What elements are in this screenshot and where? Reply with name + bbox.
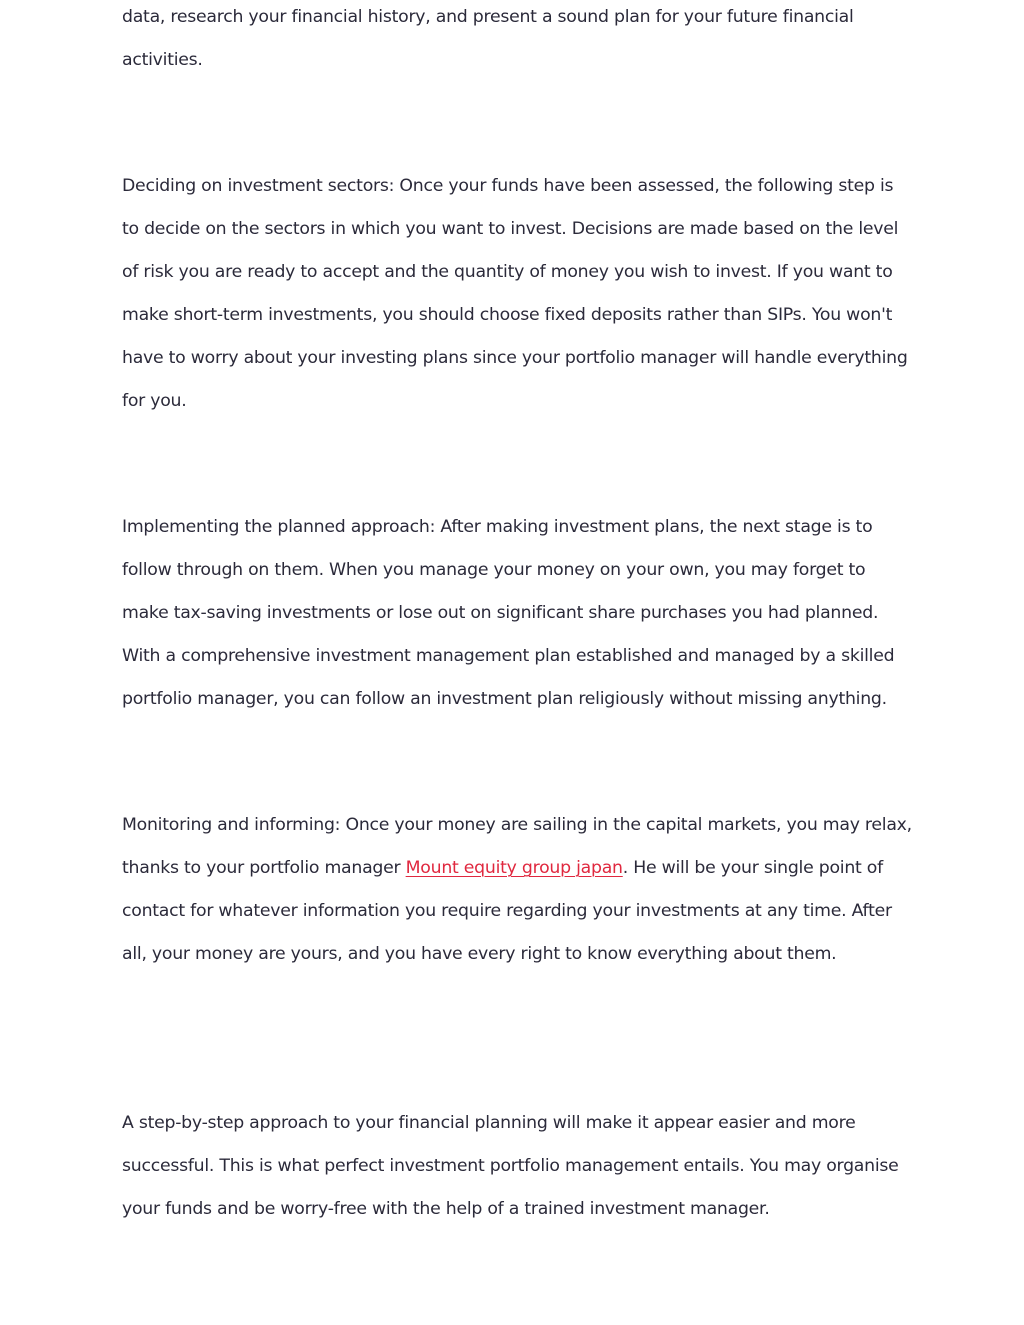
paragraph-implementing-approach: Implementing the planned approach: After making investment plans, the next stage is to follow through on them. When you manage your money on your own, you may forget to make tax-saving investments or lose out on significant share purchases you had planned. With a comprehensive investment management plan established and managed by a skilled portfolio manager, you can follow an investment plan religiously without missing anything. xyxy=(122,517,895,709)
paragraph-conclusion: A step-by-step approach to your financial planning will make it appear easier and more successful. This is what perfect investment portfolio management entails. You may organise your funds and be worry-free with the help of a trained investment manager. xyxy=(122,1113,899,1219)
paragraph-monitoring-informing xyxy=(122,804,912,976)
mount-equity-group-link[interactable]: Mount equity group japan xyxy=(405,858,623,878)
paragraph-investment-sectors: Deciding on investment sectors: Once your funds have been assessed, the following step is to decide on the sectors in which you want to invest. Decisions are made based on the level of risk you are ready to accept and the quantity of money you wish to invest. If you want to make short-term investments, you should choose fixed deposits rather than SIPs. You won't have to worry about your investing plans since your portfolio manager will handle everything for you. xyxy=(122,176,908,411)
paragraph-intro-continuation: data, research your financial history, and present a sound plan for your future financial activities. xyxy=(122,7,854,70)
paragraph-text-after-link: . He will be your single point of contact for whatever information you require regarding your investments at any time. After all, your money are yours, and you have every right to know everything about them. xyxy=(122,858,892,964)
paragraph-text-before-link: Monitoring and informing: Once your money are sailing in the capital markets, you may relax, thanks to your portfolio manager xyxy=(122,815,912,878)
